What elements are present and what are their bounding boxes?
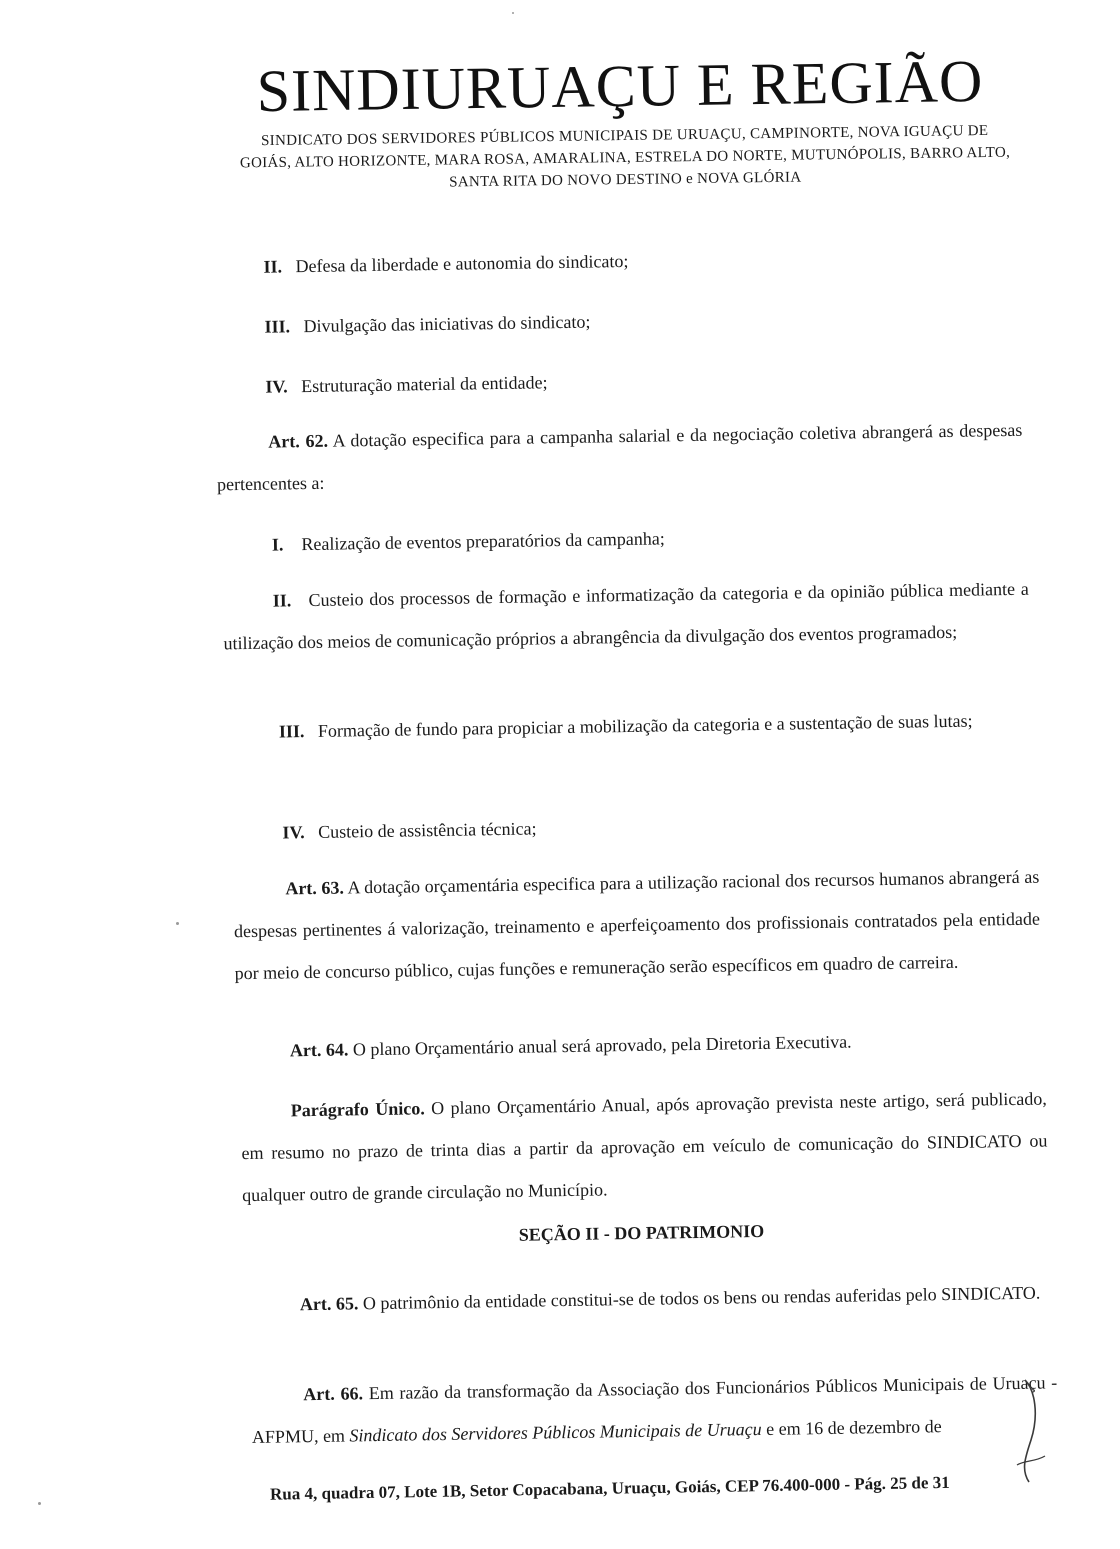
- list-item: [225, 699, 1034, 754]
- item-number: IV.: [265, 376, 288, 397]
- article-label: Art. 62.: [268, 430, 329, 452]
- list-item: [272, 517, 665, 565]
- article-text: A dotação orçamentária especifica para a utilização racional dos recursos humanos abrangerá as despesas pertinentes á valorização, treinamento e aperfeiçoamento dos profissionais contratados pela entidade por meio de concurso público, cujas funções e remuneração serão específicos em quadro de carreira.: [233, 866, 1041, 984]
- list-item: [265, 361, 548, 407]
- item-text: Divulgação das iniciativas do sindicato;: [303, 311, 591, 337]
- item-number: II.: [272, 590, 292, 611]
- section-heading: SEÇÃO II - DO PATRIMONIO: [518, 1220, 765, 1245]
- item-number: I.: [271, 534, 284, 555]
- article-text: O plano Orçamentário anual será aprovado, pela Diretoria Executiva.: [352, 1031, 852, 1060]
- article-64: [290, 1021, 852, 1072]
- scan-speck: [512, 12, 514, 14]
- article-65: [248, 1271, 1055, 1326]
- signature-mark: [995, 1370, 1055, 1490]
- article-label: Art. 65.: [299, 1293, 359, 1315]
- item-text: Custeio de assistência técnica;: [317, 818, 537, 842]
- item-number: IV.: [282, 822, 305, 843]
- list-item: [282, 807, 537, 853]
- item-text: Estruturação material da entidade;: [300, 372, 548, 397]
- article-text: e em 16 de dezembro de: [761, 1416, 942, 1440]
- subtitle-line: SINDICATO DOS SERVIDORES PÚBLICOS MUNICIPAIS DE URUAÇU, CAMPINORTE, NOVA IGUAÇU DE: [260, 122, 989, 150]
- subtitle-line: SANTA RITA DO NOVO DESTINO e NOVA GLÓRIA: [449, 169, 802, 191]
- article-text: Em razão da transformação da Associação dos Funcionários Públicos Municipais de Uruaçu - AFPMU, em: [251, 1372, 1058, 1448]
- list-item: [263, 240, 629, 288]
- article-label: Art. 63.: [285, 877, 345, 899]
- article-63: [233, 856, 1041, 995]
- item-text: Formação de fundo para propiciar a mobilização da categoria e a sustentação de suas lutas;: [317, 710, 973, 741]
- item-text: Defesa da liberdade e autonomia do sindicato;: [295, 250, 629, 277]
- scan-speck: [38, 1502, 41, 1505]
- union-title: SINDIURUAÇU E REGIÃO: [256, 47, 984, 125]
- paragraph-label: Parágrafo Único.: [290, 1098, 425, 1121]
- paragraph-text: O plano Orçamentário Anual, após aprovação prevista neste artigo, será publicado, em resumo no prazo de trinta dias a partir da aprovação em veículo de comunicação do SINDICATO ou qualquer outro de grande circulação no Município.: [241, 1088, 1048, 1206]
- paragrafo-unico: [241, 1077, 1049, 1216]
- article-62: [216, 409, 1023, 506]
- article-66: [251, 1361, 1058, 1458]
- item-number: III.: [278, 721, 305, 742]
- article-label: Art. 64.: [289, 1039, 349, 1061]
- scan-speck: [176, 922, 179, 925]
- item-number: III.: [264, 316, 291, 337]
- list-item: [264, 301, 591, 348]
- list-item: [222, 568, 1029, 665]
- footer-address: Rua 4, quadra 07, Lote 1B, Setor Copacabana, Uruaçu, Goiás, CEP 76.400-000 - Pág. 25 de 31: [269, 1472, 950, 1504]
- subtitle-line: GOIÁS, ALTO HORIZONTE, MARA ROSA, AMARALINA, ESTRELA DO NORTE, MUTUNÓPOLIS, BARRO ALTO,: [239, 144, 1011, 172]
- article-text: O patrimônio da entidade constitui-se de todos os bens ou rendas auferidas pelo SINDICATO.: [362, 1282, 1041, 1314]
- item-number: II.: [263, 256, 283, 277]
- item-text: Realização de eventos preparatórios da campanha;: [301, 528, 665, 555]
- item-text: Custeio dos processos de formação e informatização da categoria e da opinião pública mediante a utilização dos meios de comunicação próprios a abrangência da divulgação dos eventos programados;: [223, 578, 1029, 654]
- article-text: A dotação especifica para a campanha salarial e da negociação coletiva abrangerá as despesas pertencentes a:: [216, 419, 1023, 495]
- article-text-italic: Sindicato dos Servidores Públicos Municipais de Uruaçu: [349, 1419, 762, 1446]
- article-label: Art. 66.: [303, 1383, 364, 1405]
